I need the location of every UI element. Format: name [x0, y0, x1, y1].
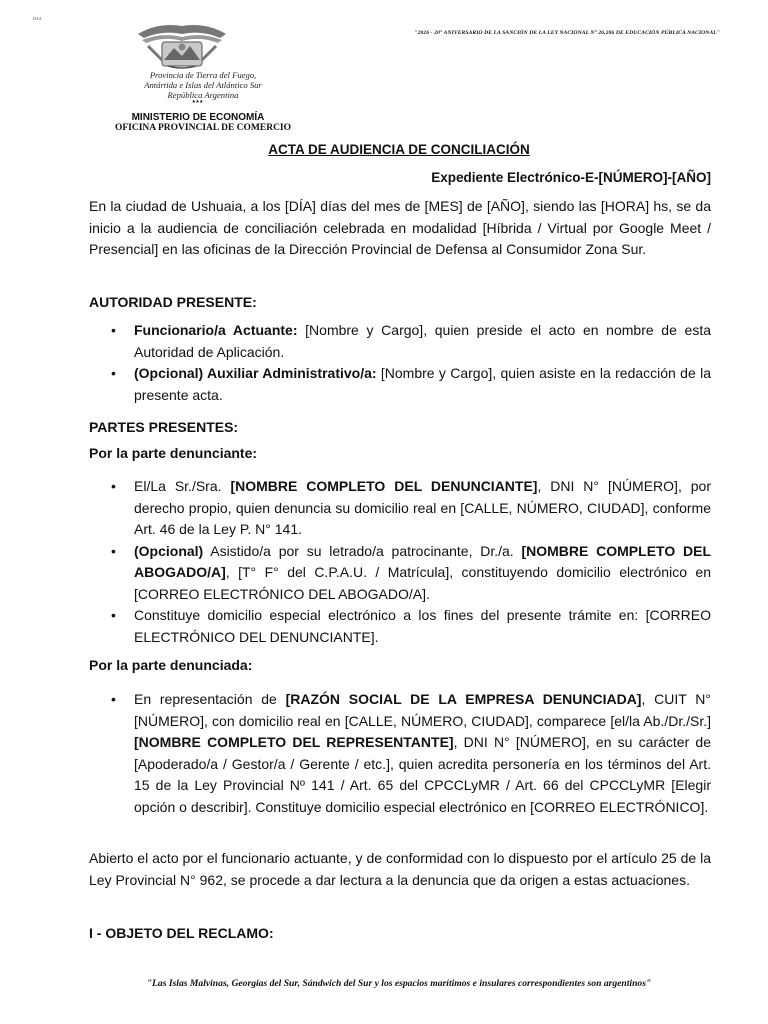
footer-motto: "Las Islas Malvinas, Georgias del Sur, Sándwich del Sur y los espacios marítimos e insulares correspondientes son argentinos" [146, 978, 652, 989]
denunciante-heading: Por la parte denunciante: [89, 445, 258, 461]
reference-mark: DAA [33, 16, 42, 21]
stars-separator: *** [192, 100, 204, 107]
coat-of-arms-icon [128, 20, 236, 70]
denunciada-list [89, 689, 711, 818]
ministry-name: MINISTERIO DE ECONOMÍA [131, 112, 265, 123]
expediente-number: Expediente Electrónico-E-[NÚMERO]-[AÑO] [431, 170, 711, 185]
apertura-paragraph: Abierto el acto por el funcionario actuante, y de conformidad con lo dispuesto por el artículo 25 de la Ley Provincial N° 962, se procede a dar lectura a la denuncia que da origen a estas actuaciones. [89, 850, 711, 888]
list-item: • (Opcional) Asistido/a por su letrado/a patrocinante, Dr./a. [NOMBRE COMPLETO DEL ABOGADO/A], [T° F° del C.P.A.U. / Matrícula], constituyendo domicilio electrónico en [CORREO ELECTRÓNICO DEL ABOGADO/A]. [111, 542, 711, 602]
list-item: • En representación de [RAZÓN SOCIAL DE LA EMPRESA DENUNCIADA], CUIT N° [NÚMERO], con domicilio real en [CALLE, NÚMERO, CIUDAD], comparece [el/la Ab./Dr./Sr.] [NOMBRE COMPLETO DEL REPRESENTANTE], DNI N° [NÚMERO], en su carácter de [Apoderado/a / Gestor/a / Gerente / etc.], quien acredita personería en los términos del Art. 15 de la Ley Provincial Nº 141 / Art. 65 del CPCCLyMR / Art. 66 del CPCCLyMR [Elegir opción o describir]. Constituye domicilio especial electrónico en [CORREO ELECTRÓNICO]. [111, 691, 711, 815]
denunciante-list [89, 476, 711, 648]
document-title: ACTA DE AUDIENCIA DE CONCILIACIÓN [268, 142, 530, 157]
intro-paragraph: En la ciudad de Ushuaia, a los [DÍA] días del mes de [MES] de [AÑO], siendo las [HORA] hs, se da inicio a la audiencia de conciliación celebrada en modalidad [Híbrida / Virtual por Google Meet / Presencial] en las oficinas de la Dirección Provincial de Defensa al Consumidor Zona Sur. [89, 198, 711, 257]
list-item: • El/La Sr./Sra. [NOMBRE COMPLETO DEL DENUNCIANTE], DNI N° [NÚMERO], por derecho propio, quien denuncia su domicilio real en [CALLE, NÚMERO, CIUDAD], conforme Art. 46 de la Ley P. N° 141. [111, 478, 711, 537]
office-name: OFICINA PROVINCIAL DE COMERCIO [114, 123, 292, 133]
objeto-heading: I - OBJETO DEL RECLAMO: [89, 925, 274, 941]
province-name: Provincia de Tierra del Fuego, Antártida e Islas del Atlántico Sur República Argentina [144, 70, 262, 101]
list-item: • Funcionario/a Actuante: [Nombre y Cargo], quien preside el acto en nombre de esta Autoridad de Aplicación. [111, 322, 712, 360]
autoridad-heading: AUTORIDAD PRESENTE: [89, 294, 257, 310]
denunciada-heading: Por la parte denunciada: [89, 657, 253, 673]
list-item: • Constituye domicilio especial electrónico a los fines del presente trámite en: [CORREO ELECTRÓNICO DEL DENUNCIANTE]. [111, 607, 711, 645]
autoridad-list [89, 320, 711, 406]
commemoration-header: "2026 - 20° ANIVERSARIO DE LA SANCIÓN DE LA LEY NACIONAL N° 26.206 DE EDUCACIÓN PÚBLICA NACIONAL" [414, 30, 720, 36]
partes-heading: PARTES PRESENTES: [89, 419, 239, 435]
list-item: • (Opcional) Auxiliar Administrativo/a: [Nombre y Cargo], quien asiste en la redacción de la presente acta. [111, 365, 711, 403]
